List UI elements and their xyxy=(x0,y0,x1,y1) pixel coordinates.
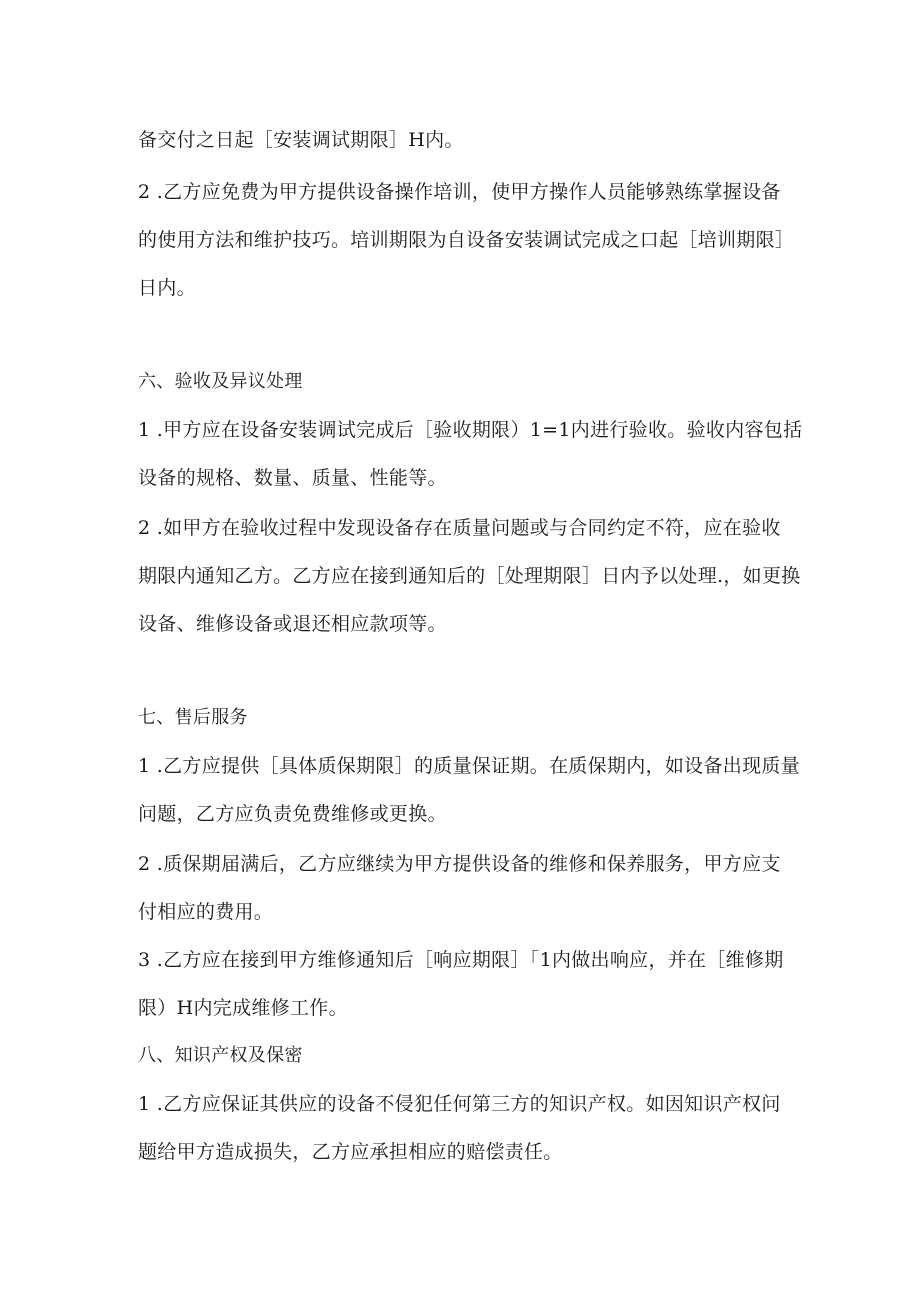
paragraph-line: 限）H内完成维修工作。 xyxy=(138,997,348,1019)
paragraph-line: 问题，乙方应负责免费维修或更换。 xyxy=(138,803,447,825)
paragraph-line: 题给甲方造成损失，乙方应承担相应的赔偿责任。 xyxy=(138,1141,563,1163)
paragraph-line: 1 .乙方应保证其供应的设备不侵犯任何第三方的知识产权。如因知识产权问 xyxy=(138,1093,781,1115)
paragraph-line: 2 .如甲方在验收过程中发现设备存在质量问题或与合同约定不符，应在验收 xyxy=(138,517,781,539)
paragraph-line: 1 .乙方应提供［具体质保期限］的质量保证期。在质保期内，如设备出现质量 xyxy=(138,755,800,777)
paragraph-line: 3 .乙方应在接到甲方维修通知后［响应期限］「1内做出响应，并在［维修期 xyxy=(138,949,784,971)
section-heading: 七、售后服务 xyxy=(138,707,248,728)
paragraph-line: 设备、维修设备或退还相应款项等。 xyxy=(138,613,447,635)
section-heading: 六、验收及异议处理 xyxy=(138,371,303,392)
paragraph-line: 1 .甲方应在设备安装调试完成后［验收期限）1=1内进行验收。验收内容包括 xyxy=(138,419,803,441)
paragraph-line: 设备的规格、数量、质量、性能等。 xyxy=(138,467,447,489)
paragraph-line: 期限内通知乙方。乙方应在接到通知后的［处理期限］日内予以处理.，如更换 xyxy=(138,565,801,587)
paragraph-line: 付相应的费用。 xyxy=(138,901,274,923)
section-heading: 八、知识产权及保密 xyxy=(138,1045,303,1066)
paragraph-line: 日内。 xyxy=(138,277,196,299)
paragraph-line: 备交付之日起［安装调试期限］H内。 xyxy=(138,129,464,151)
paragraph-line: 2 .乙方应免费为甲方提供设备操作培训，使甲方操作人员能够熟练掌握设备 xyxy=(138,181,781,203)
paragraph-line: 的使用方法和维护技巧。培训期限为自设备安装调试完成之口起［培训期限］ xyxy=(138,229,795,251)
paragraph-line: 2 .质保期届满后，乙方应继续为甲方提供设备的维修和保养服务，甲方应支 xyxy=(138,853,781,875)
